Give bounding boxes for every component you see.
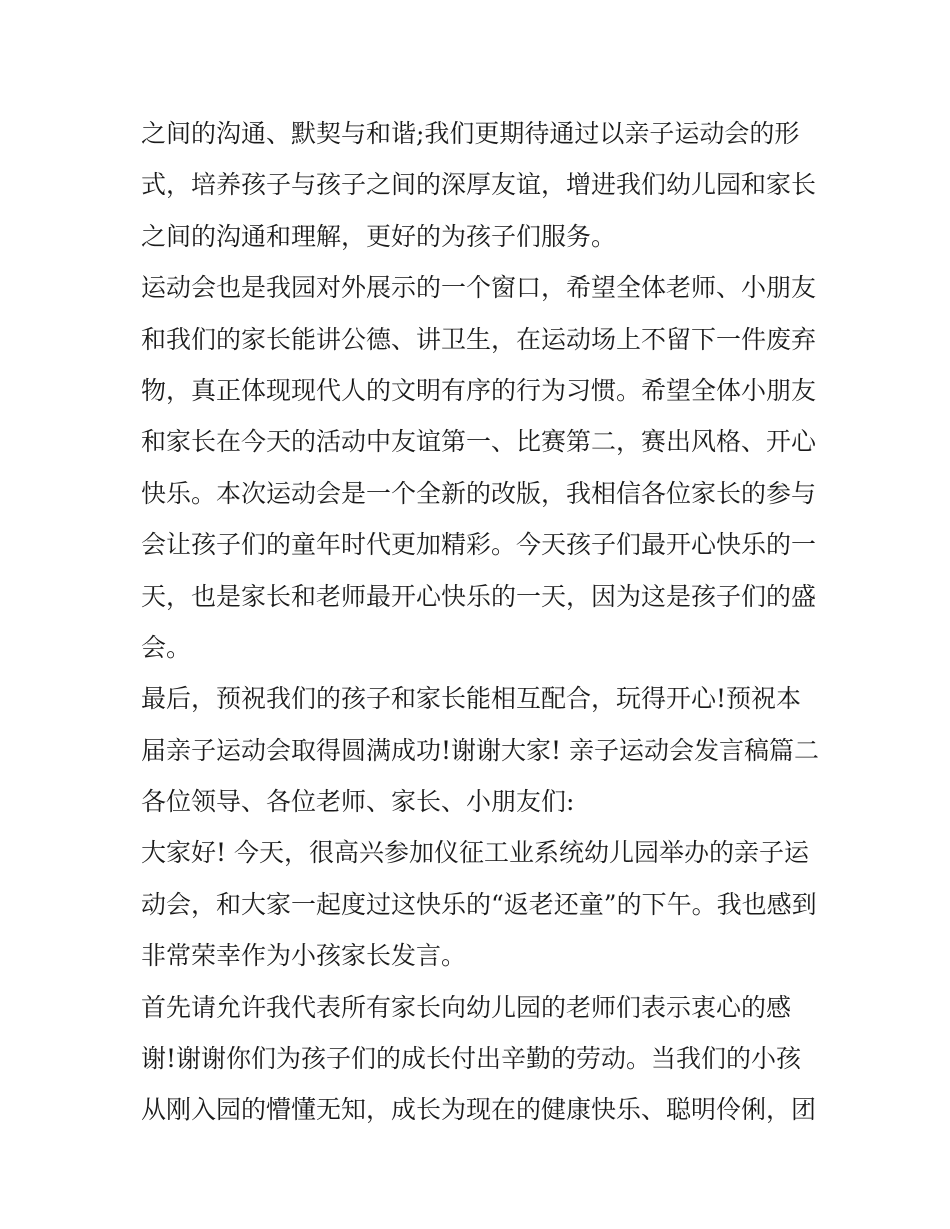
text-line: 和我们的家长能讲公德、讲卫生，在运动场上不留下一件废弃	[141, 324, 817, 354]
text-line: 动会，和大家一起度过这快乐的“返老还童”的下午。我也感到	[141, 889, 817, 919]
text-line: 和家长在今天的活动中友谊第一、比赛第二，赛出风格、开心	[141, 427, 817, 457]
text-line: 物，真正体现现代人的文明有序的行为习惯。希望全体小朋友	[141, 375, 817, 405]
text-line: 会让孩子们的童年时代更加精彩。今天孩子们最开心快乐的一	[141, 530, 817, 560]
text-line: 快乐。本次运动会是一个全新的改版，我相信各位家长的参与	[141, 478, 817, 508]
text-line: 会。	[141, 632, 192, 662]
text-line: 天，也是家长和老师最开心快乐的一天，因为这是孩子们的盛	[141, 581, 817, 611]
text-line: 之间的沟通和理解，更好的为孩子们服务。	[141, 221, 617, 251]
text-line: 最后，预祝我们的孩子和家长能相互配合，玩得开心!预祝本	[141, 684, 802, 714]
text-line: 各位领导、各位老师、家长、小朋友们:	[141, 787, 575, 817]
text-line: 式，培养孩子与孩子之间的深厚友谊，增进我们幼儿园和家长	[141, 170, 817, 200]
text-line: 非常荣幸作为小孩家长发言。	[141, 941, 467, 971]
document-body	[141, 108, 820, 1136]
text-line: 届亲子运动会取得圆满成功!谢谢大家! 亲子运动会发言稿篇二	[141, 735, 820, 765]
text-line: 谢!谢谢你们为孩子们的成长付出辛勤的劳动。当我们的小孩	[141, 1044, 802, 1074]
text-line: 大家好! 今天，很高兴参加仪征工业系统幼儿园举办的亲子运	[141, 838, 809, 868]
text-line: 从刚入园的懵懂无知，成长为现在的健康快乐、聪明伶俐，团	[141, 1095, 817, 1125]
text-line: 之间的沟通、默契与和谐;我们更期待通过以亲子运动会的形	[141, 119, 800, 148]
text-line: 运动会也是我园对外展示的一个窗口，希望全体老师、小朋友	[141, 273, 817, 303]
text-line: 首先请允许我代表所有家长向幼儿园的老师们表示衷心的感	[141, 992, 792, 1022]
